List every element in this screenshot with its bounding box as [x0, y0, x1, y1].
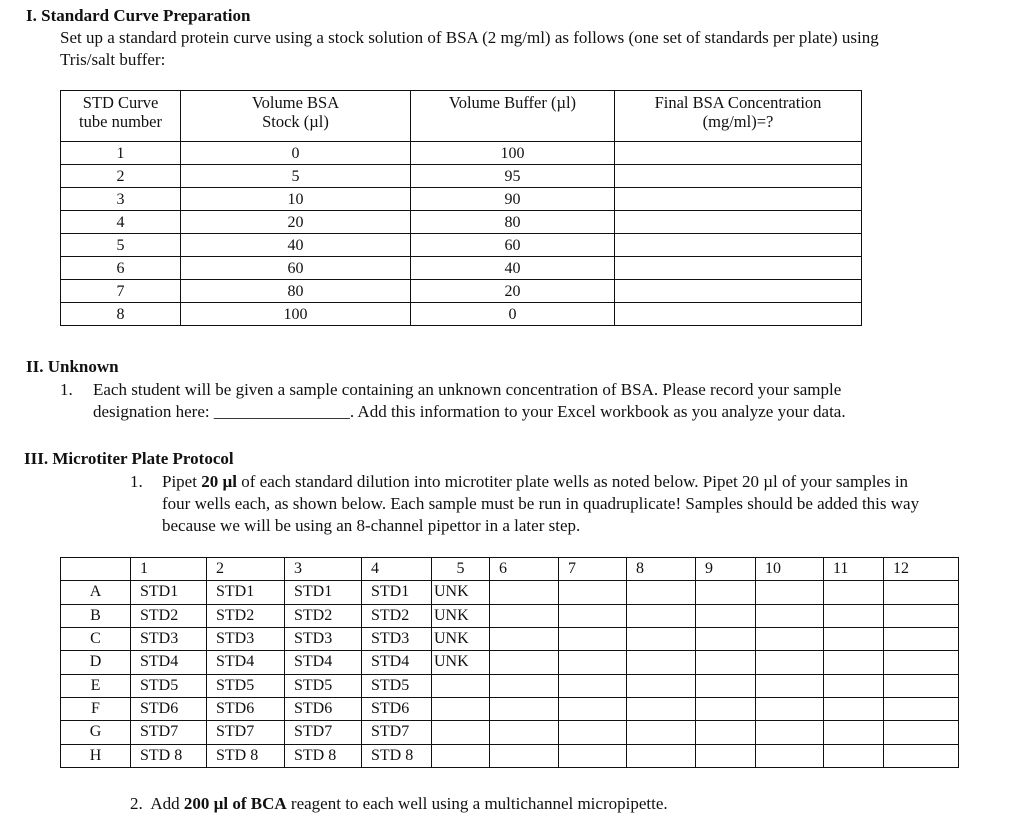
plate-column-header: 3 — [285, 558, 362, 581]
std-table-header-line2: Stock (µl) — [262, 112, 329, 131]
plate-row — [61, 627, 959, 650]
std-table-cell: 10 — [181, 188, 411, 211]
plate-well — [559, 674, 627, 697]
plate-well — [696, 721, 756, 744]
step2-text-a: Add — [150, 794, 184, 813]
step2-number: 2. — [130, 794, 143, 813]
std-table-header-line1: STD Curve — [82, 93, 159, 112]
plate-well: STD1 — [131, 581, 207, 604]
std-table-header-row — [61, 91, 862, 142]
plate-well — [824, 674, 884, 697]
plate-well: STD6 — [362, 697, 432, 720]
plate-row — [61, 697, 959, 720]
std-table-cell: 100 — [181, 303, 411, 326]
plate-well — [696, 651, 756, 674]
plate-well: STD1 — [285, 581, 362, 604]
std-table-cell: 60 — [411, 234, 615, 257]
plate-well: STD2 — [285, 604, 362, 627]
plate-row — [61, 674, 959, 697]
std-table-cell: 40 — [181, 234, 411, 257]
plate-well: STD5 — [362, 674, 432, 697]
section3-line3: because we will be using an 8-channel pipettor in a later step. — [162, 516, 581, 535]
plate-column-header: 10 — [756, 558, 824, 581]
plate-well: STD4 — [207, 651, 285, 674]
plate-well — [490, 627, 559, 650]
std-table-header-line2: tube number — [79, 112, 162, 131]
plate-well: UNK — [432, 627, 490, 650]
designation-blank: ________________ — [213, 402, 350, 421]
plate-well — [756, 651, 824, 674]
std-table-cell: 3 — [61, 188, 181, 211]
plate-well — [696, 627, 756, 650]
plate-row-label: E — [61, 674, 131, 697]
section3-heading: III. Microtiter Plate Protocol — [24, 449, 234, 468]
plate-well — [824, 627, 884, 650]
std-table-cell: 100 — [411, 142, 615, 165]
plate-column-header: 7 — [559, 558, 627, 581]
standard-curve-table — [60, 90, 862, 326]
plate-well: STD7 — [362, 721, 432, 744]
std-table-header — [615, 91, 862, 142]
plate-well — [432, 697, 490, 720]
std-table-cell: 80 — [181, 280, 411, 303]
plate-well — [627, 651, 696, 674]
plate-well: STD2 — [362, 604, 432, 627]
plate-well: STD7 — [207, 721, 285, 744]
plate-well — [884, 581, 959, 604]
std-table-row — [61, 257, 862, 280]
std-table-cell: 80 — [411, 211, 615, 234]
plate-well: STD4 — [285, 651, 362, 674]
plate-column-header: 9 — [696, 558, 756, 581]
plate-well — [490, 581, 559, 604]
plate-well — [559, 627, 627, 650]
plate-well: STD3 — [285, 627, 362, 650]
plate-well — [490, 721, 559, 744]
plate-row-label: B — [61, 604, 131, 627]
plate-well: STD3 — [131, 627, 207, 650]
section2-heading: II. Unknown — [26, 357, 119, 376]
plate-well — [559, 651, 627, 674]
plate-row-label: F — [61, 697, 131, 720]
plate-column-header: 5 — [432, 558, 490, 581]
plate-well: UNK — [432, 651, 490, 674]
section3-line1-b: of each standard dilution into microtiter plate wells as noted below. Pipet 20 µl of your samples in — [236, 472, 909, 491]
std-table-cell: 6 — [61, 257, 181, 280]
plate-well: STD1 — [207, 581, 285, 604]
section1-heading: I. Standard Curve Preparation — [26, 6, 251, 25]
plate-well: STD2 — [207, 604, 285, 627]
plate-well: STD4 — [131, 651, 207, 674]
plate-well — [627, 697, 696, 720]
std-table-header-line1: Volume BSA — [251, 93, 340, 112]
section1-instructions-line2: Tris/salt buffer: — [60, 50, 166, 69]
plate-column-header: 12 — [884, 558, 959, 581]
std-table-cell: 40 — [411, 257, 615, 280]
std-table-row — [61, 211, 862, 234]
plate-column-header: 8 — [627, 558, 696, 581]
plate-well — [696, 744, 756, 767]
std-table-row — [61, 142, 862, 165]
step2-text-bold: 200 µl of BCA — [183, 794, 287, 813]
plate-well — [696, 697, 756, 720]
plate-row — [61, 651, 959, 674]
plate-well: STD3 — [207, 627, 285, 650]
plate-well — [490, 697, 559, 720]
section3-line1-bold: 20 µl — [201, 472, 237, 491]
plate-well — [756, 581, 824, 604]
plate-well — [884, 604, 959, 627]
plate-well — [824, 581, 884, 604]
std-table-cell — [615, 142, 862, 165]
plate-header-row — [61, 558, 959, 581]
plate-row-label: G — [61, 721, 131, 744]
plate-well — [627, 674, 696, 697]
plate-well: STD5 — [207, 674, 285, 697]
std-table-header-line2: (mg/ml)=? — [702, 112, 774, 131]
plate-well — [756, 674, 824, 697]
plate-well: STD5 — [285, 674, 362, 697]
plate-well — [490, 744, 559, 767]
plate-well — [490, 674, 559, 697]
std-table-cell: 20 — [181, 211, 411, 234]
plate-well — [824, 604, 884, 627]
std-table-cell — [615, 257, 862, 280]
std-table-cell — [615, 280, 862, 303]
plate-row-label: H — [61, 744, 131, 767]
plate-column-header: 1 — [131, 558, 207, 581]
plate-well — [756, 744, 824, 767]
plate-well — [884, 697, 959, 720]
plate-well — [559, 697, 627, 720]
std-table-cell — [615, 188, 862, 211]
std-table-cell: 0 — [411, 303, 615, 326]
plate-well — [627, 627, 696, 650]
section2-line2 — [93, 401, 846, 423]
plate-well: STD4 — [362, 651, 432, 674]
plate-row-label: C — [61, 627, 131, 650]
plate-well — [884, 744, 959, 767]
plate-column-header: 11 — [824, 558, 884, 581]
plate-well — [627, 581, 696, 604]
plate-well: STD 8 — [207, 744, 285, 767]
section3-item-number: 1. — [130, 472, 143, 491]
plate-row — [61, 744, 959, 767]
std-table-header-line1: Final BSA Concentration — [654, 93, 822, 112]
std-table-cell: 2 — [61, 165, 181, 188]
plate-well — [884, 674, 959, 697]
plate-well: STD2 — [131, 604, 207, 627]
plate-well — [884, 721, 959, 744]
plate-well — [756, 697, 824, 720]
std-table-cell: 5 — [181, 165, 411, 188]
std-table-cell — [615, 165, 862, 188]
plate-well — [824, 697, 884, 720]
plate-row — [61, 581, 959, 604]
std-table-header-line1: Volume Buffer (µl) — [448, 93, 577, 112]
std-table-cell: 1 — [61, 142, 181, 165]
section1-instructions-line1: Set up a standard protein curve using a stock solution of BSA (2 mg/ml) as follows (one set of standards per plate) using — [60, 28, 879, 47]
std-table-cell: 0 — [181, 142, 411, 165]
plate-well — [490, 604, 559, 627]
section2-item-number: 1. — [60, 380, 73, 399]
plate-well: STD6 — [285, 697, 362, 720]
plate-well — [756, 604, 824, 627]
plate-well: UNK — [432, 604, 490, 627]
plate-corner-cell — [61, 558, 131, 581]
section3-line1-a: Pipet — [162, 472, 202, 491]
plate-well — [627, 721, 696, 744]
plate-well — [627, 604, 696, 627]
section3-line1 — [162, 471, 908, 493]
plate-well — [559, 581, 627, 604]
plate-well — [627, 744, 696, 767]
std-table-header — [61, 91, 181, 142]
std-table-cell: 7 — [61, 280, 181, 303]
std-table-cell — [615, 211, 862, 234]
plate-row — [61, 604, 959, 627]
plate-column-header: 2 — [207, 558, 285, 581]
step2-text-b: reagent to each well using a multichannel micropipette. — [286, 794, 668, 813]
plate-well: STD 8 — [285, 744, 362, 767]
plate-well — [432, 674, 490, 697]
plate-well — [824, 651, 884, 674]
plate-well — [884, 627, 959, 650]
plate-well — [490, 651, 559, 674]
plate-well — [756, 721, 824, 744]
plate-row-label: A — [61, 581, 131, 604]
std-table-cell: 4 — [61, 211, 181, 234]
plate-well — [559, 744, 627, 767]
plate-well: STD6 — [131, 697, 207, 720]
plate-column-header: 4 — [362, 558, 432, 581]
plate-well: STD 8 — [362, 744, 432, 767]
plate-well: STD7 — [285, 721, 362, 744]
std-table-row — [61, 165, 862, 188]
section3-line2: four wells each, as shown below. Each sample must be run in quadruplicate! Samples should be added this way — [162, 494, 920, 513]
designation-label: designation here: — [93, 402, 210, 421]
std-table-cell: 20 — [411, 280, 615, 303]
plate-well — [884, 651, 959, 674]
plate-well — [696, 674, 756, 697]
std-table-cell — [615, 303, 862, 326]
plate-well — [824, 744, 884, 767]
microtiter-plate-table — [60, 557, 959, 768]
plate-well — [432, 721, 490, 744]
plate-row — [61, 721, 959, 744]
std-table-cell: 60 — [181, 257, 411, 280]
step2 — [130, 793, 668, 815]
std-table-header — [181, 91, 411, 142]
std-table-row — [61, 303, 862, 326]
std-table-row — [61, 280, 862, 303]
plate-well — [559, 721, 627, 744]
plate-row-label: D — [61, 651, 131, 674]
plate-well: UNK — [432, 581, 490, 604]
plate-column-header: 6 — [490, 558, 559, 581]
plate-well — [559, 604, 627, 627]
section2-line2-suffix: . Add this information to your Excel workbook as you analyze your data. — [349, 402, 846, 421]
std-table-row — [61, 188, 862, 211]
std-table-cell — [615, 234, 862, 257]
section2-line1: Each student will be given a sample containing an unknown concentration of BSA. Please record your sample — [93, 380, 842, 399]
plate-well: STD 8 — [131, 744, 207, 767]
std-table-row — [61, 234, 862, 257]
plate-well: STD3 — [362, 627, 432, 650]
plate-well — [824, 721, 884, 744]
plate-well — [432, 744, 490, 767]
std-table-cell: 95 — [411, 165, 615, 188]
plate-well — [696, 581, 756, 604]
plate-well: STD6 — [207, 697, 285, 720]
std-table-cell: 5 — [61, 234, 181, 257]
std-table-cell: 90 — [411, 188, 615, 211]
plate-well — [756, 627, 824, 650]
plate-well: STD1 — [362, 581, 432, 604]
std-table-header — [411, 91, 615, 142]
plate-well: STD7 — [131, 721, 207, 744]
plate-well: STD5 — [131, 674, 207, 697]
plate-well — [696, 604, 756, 627]
std-table-cell: 8 — [61, 303, 181, 326]
